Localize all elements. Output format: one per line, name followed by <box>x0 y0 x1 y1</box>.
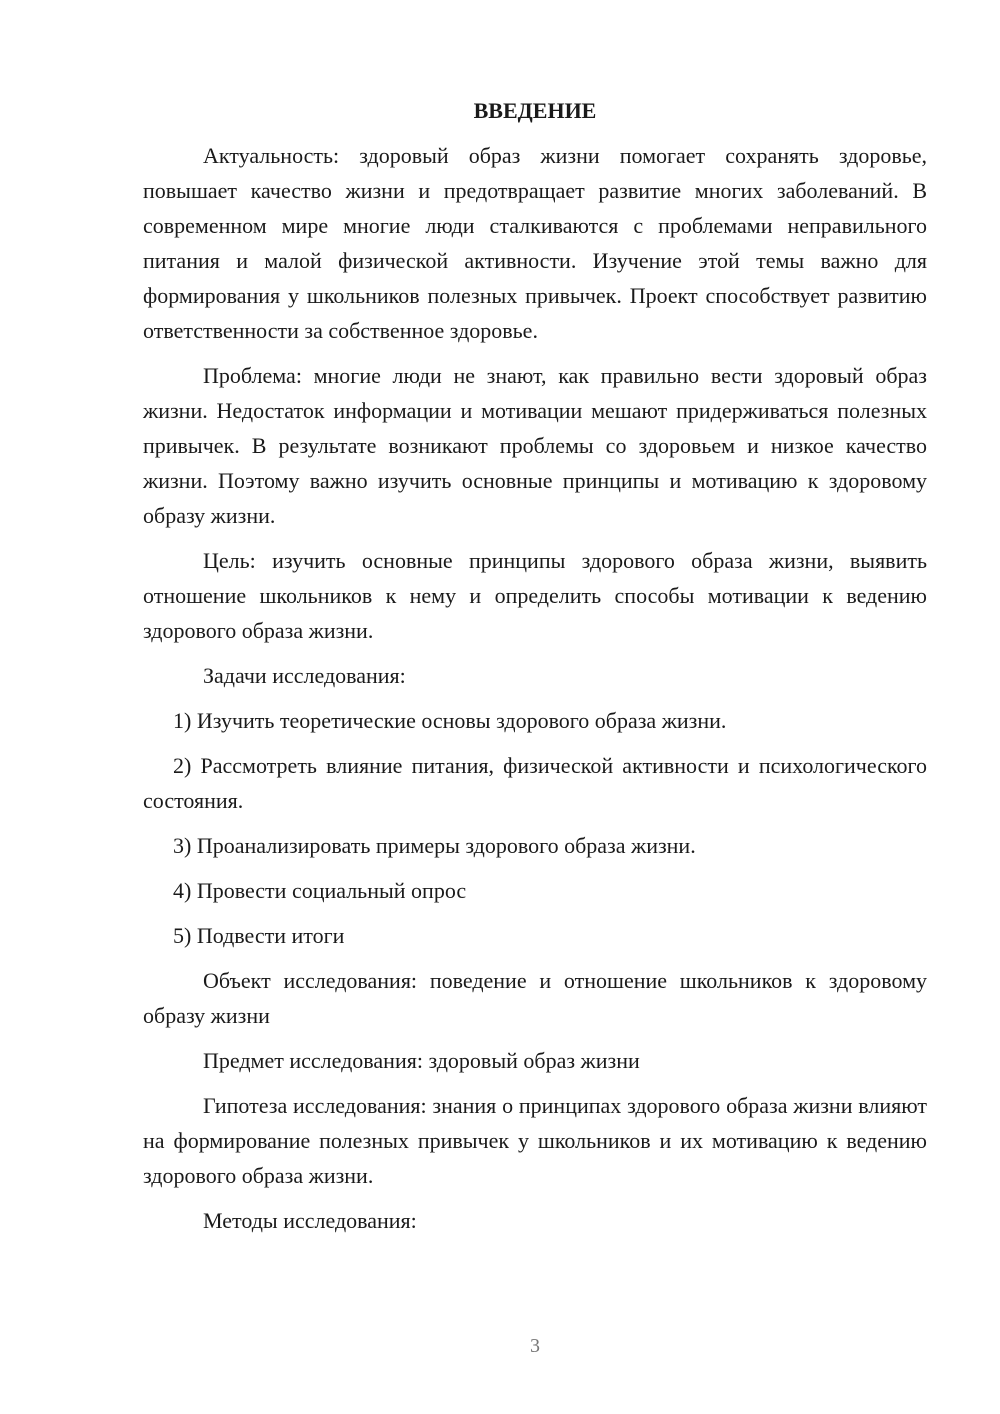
page-body <box>143 93 927 1248</box>
page-number: 3 <box>530 1335 540 1357</box>
paragraph-relevance: Актуальность: здоровый образ жизни помогает сохранять здоровье, повышает качество жизни и предотвращает развитие многих заболеваний. В современном мире многие люди сталкиваются с проблемами неправильного питания и малой физической активности. Изучение этой темы важно для формирования у школьников полезных привычек. Проект способствует развитию ответственности за собственное здоровье. <box>143 143 927 343</box>
paragraph-methods: Методы исследования: <box>203 1208 417 1233</box>
task-item-2: 2) Рассмотреть влияние питания, физической активности и психологического состояния. <box>143 753 927 813</box>
paragraph-object: Объект исследования: поведение и отношение школьников к здоровому образу жизни <box>143 968 927 1028</box>
task-item-3: 3) Проанализировать примеры здорового образа жизни. <box>173 833 696 858</box>
task-item-5: 5) Подвести итоги <box>173 923 345 948</box>
page-title: ВВЕДЕНИЕ <box>473 98 597 123</box>
task-item-1: 1) Изучить теоретические основы здорового образа жизни. <box>173 708 727 733</box>
paragraph-tasks-heading: Задачи исследования: <box>203 663 406 688</box>
paragraph-subject: Предмет исследования: здоровый образ жизни <box>203 1048 640 1073</box>
task-item-4: 4) Провести социальный опрос <box>173 878 467 903</box>
paragraph-goal: Цель: изучить основные принципы здорового образа жизни, выявить отношение школьников к нему и определить способы мотивации к ведению здорового образа жизни. <box>143 548 927 643</box>
paragraph-hypothesis: Гипотеза исследования: знания о принципах здорового образа жизни влияют на формирование полезных привычек у школьников и их мотивацию к ведению здорового образа жизни. <box>143 1093 927 1188</box>
paragraph-problem: Проблема: многие люди не знают, как правильно вести здоровый образ жизни. Недостаток информации и мотивации мешают придерживаться полезных привычек. В результате возникают проблемы со здоровьем и низкое качество жизни. Поэтому важно изучить основные принципы и мотивацию к здоровому образу жизни. <box>143 363 927 528</box>
